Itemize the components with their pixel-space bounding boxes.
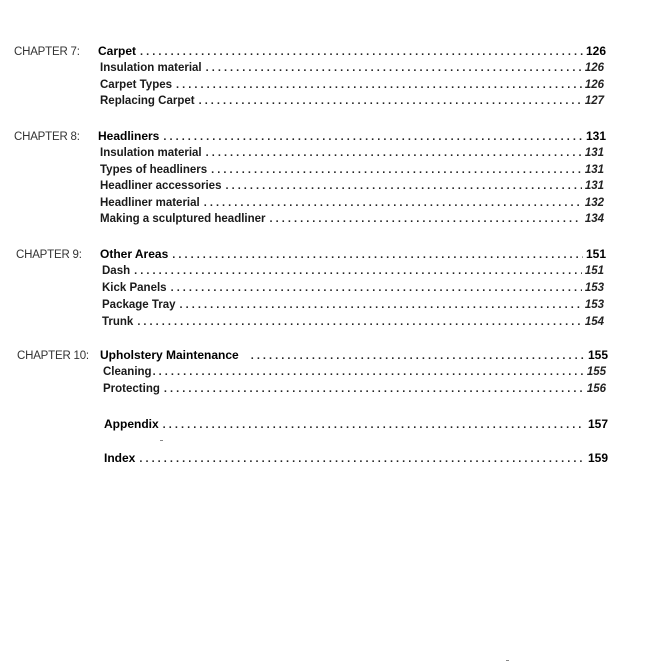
dot-leader bbox=[211, 164, 582, 176]
entry-title: Insulation material bbox=[100, 62, 202, 74]
chapter-label: CHAPTER 8: bbox=[14, 131, 80, 143]
toc-entry[interactable] bbox=[100, 79, 604, 95]
entry-title: Protecting bbox=[103, 383, 160, 395]
page-number: 126 bbox=[584, 79, 604, 91]
entry-title: Types of headliners bbox=[100, 164, 208, 176]
toc-entry[interactable] bbox=[103, 366, 606, 382]
dot-leader bbox=[204, 197, 582, 209]
index-title: Index bbox=[104, 451, 136, 465]
entry-title: Making a sculptured headliner bbox=[100, 213, 266, 225]
chapter-heading[interactable] bbox=[100, 247, 606, 263]
entry-title: Carpet Types bbox=[100, 79, 173, 91]
appendix-title: Appendix bbox=[104, 417, 159, 431]
chapter-title: Headliners bbox=[98, 129, 160, 143]
page-number: 153 bbox=[584, 299, 604, 311]
dot-leader bbox=[134, 265, 582, 277]
chapter-title: Other Areas bbox=[100, 247, 169, 261]
entry-title: Dash bbox=[102, 265, 131, 277]
dot-leader bbox=[172, 249, 583, 261]
chapter-label: CHAPTER 10: bbox=[17, 350, 89, 362]
toc-entry[interactable] bbox=[102, 299, 604, 315]
page-number: 159 bbox=[587, 451, 608, 465]
entry-title: Headliner material bbox=[100, 197, 200, 209]
toc-entry[interactable] bbox=[100, 197, 604, 213]
page-number: 154 bbox=[584, 316, 604, 328]
chapter-heading[interactable] bbox=[98, 129, 606, 145]
index-entry[interactable] bbox=[104, 451, 608, 467]
dot-leader bbox=[225, 180, 581, 192]
chapter-heading[interactable] bbox=[100, 348, 608, 364]
toc-entry[interactable] bbox=[102, 282, 604, 298]
page-number: 126 bbox=[585, 44, 606, 58]
chapter-heading[interactable] bbox=[98, 44, 606, 60]
page-number: 153 bbox=[584, 282, 604, 294]
page-number: 132 bbox=[584, 197, 604, 209]
scan-speck bbox=[160, 440, 163, 441]
dot-leader bbox=[180, 299, 582, 311]
toc-entry[interactable] bbox=[102, 316, 604, 332]
page-number: 151 bbox=[584, 265, 604, 277]
toc-entry[interactable] bbox=[100, 180, 604, 196]
scan-speck bbox=[506, 660, 509, 661]
dot-leader bbox=[176, 79, 582, 91]
dot-leader bbox=[171, 282, 582, 294]
entry-title: Cleaning bbox=[103, 366, 152, 378]
dot-leader bbox=[206, 62, 582, 74]
dot-leader bbox=[163, 131, 583, 143]
dot-leader bbox=[153, 366, 584, 378]
page-number: 131 bbox=[584, 164, 604, 176]
toc-entry[interactable] bbox=[100, 95, 604, 111]
dot-leader bbox=[199, 95, 582, 107]
dot-leader bbox=[139, 453, 585, 465]
page-number: 131 bbox=[585, 129, 606, 143]
chapter-title: Upholstery Maintenance bbox=[100, 348, 239, 362]
dot-leader bbox=[137, 316, 582, 328]
dot-leader bbox=[140, 46, 583, 58]
dot-leader bbox=[163, 419, 585, 431]
page-number: 151 bbox=[585, 247, 606, 261]
chapter-label: CHAPTER 7: bbox=[14, 46, 80, 58]
toc-entry[interactable] bbox=[100, 147, 604, 163]
entry-title: Replacing Carpet bbox=[100, 95, 195, 107]
page-number: 131 bbox=[584, 180, 604, 192]
toc-entry[interactable] bbox=[100, 213, 604, 229]
entry-title: Trunk bbox=[102, 316, 134, 328]
page-number: 134 bbox=[584, 213, 604, 225]
toc-entry[interactable] bbox=[100, 62, 604, 78]
toc-entry[interactable] bbox=[100, 164, 604, 180]
dot-leader bbox=[206, 147, 582, 159]
chapter-label: CHAPTER 9: bbox=[16, 249, 82, 261]
page-number: 156 bbox=[586, 383, 606, 395]
toc-entry[interactable] bbox=[102, 265, 604, 281]
page-number: 157 bbox=[587, 417, 608, 431]
entry-title: Package Tray bbox=[102, 299, 176, 311]
page-number: 126 bbox=[584, 62, 604, 74]
entry-title: Headliner accessories bbox=[100, 180, 222, 192]
page-number: 155 bbox=[587, 348, 608, 362]
page-number: 131 bbox=[584, 147, 604, 159]
appendix-entry[interactable] bbox=[104, 417, 608, 433]
dot-leader bbox=[270, 213, 582, 225]
toc-entry[interactable] bbox=[103, 383, 606, 399]
entry-title: Insulation material bbox=[100, 147, 202, 159]
dot-leader bbox=[251, 350, 585, 362]
page-number: 155 bbox=[586, 366, 606, 378]
entry-title: Kick Panels bbox=[102, 282, 167, 294]
page-number: 127 bbox=[584, 95, 604, 107]
dot-leader bbox=[164, 383, 584, 395]
chapter-title: Carpet bbox=[98, 44, 137, 58]
